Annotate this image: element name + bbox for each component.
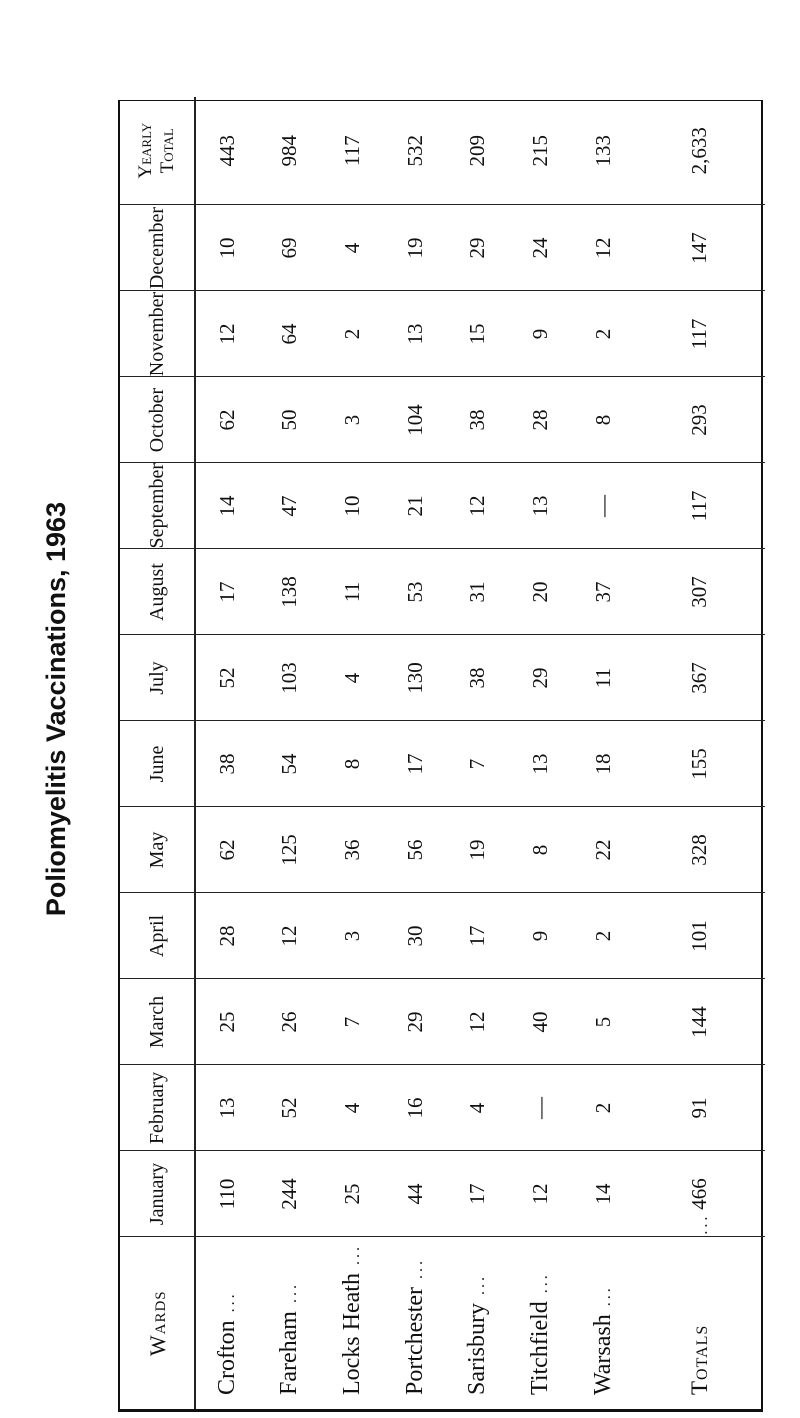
month-value-cell: 244 xyxy=(259,1151,322,1237)
month-value-cell: 52 xyxy=(195,635,259,721)
month-value-cell: 144 xyxy=(634,979,765,1065)
month-value-cell: 2 xyxy=(572,1065,635,1151)
month-value-cell: 2 xyxy=(321,291,384,377)
ward-name: Portchester xyxy=(401,1287,428,1395)
vaccinations-table-wrapper xyxy=(118,100,763,1412)
month-value-cell: 13 xyxy=(509,721,572,807)
ward-name-cell xyxy=(195,1237,259,1409)
month-value-cell: 25 xyxy=(195,979,259,1065)
month-value-cell: 62 xyxy=(195,807,259,893)
leader-dots: ... xyxy=(283,1282,301,1304)
month-value-cell: 26 xyxy=(259,979,322,1065)
month-value-cell: 37 xyxy=(572,549,635,635)
table-row xyxy=(195,97,259,1409)
ward-name-cell xyxy=(572,1237,635,1409)
yearly-total-cell: 443 xyxy=(214,135,239,167)
table-row xyxy=(447,97,510,1409)
month-value-cell: 12 xyxy=(195,291,259,377)
month-value-cell: 2 xyxy=(572,893,635,979)
totals-row xyxy=(634,97,765,1409)
yearly-total-cell: 133 xyxy=(590,135,615,167)
month-value-cell: — xyxy=(509,1065,572,1151)
leader-dots: ... xyxy=(596,1285,614,1307)
month-value-cell: 38 xyxy=(447,377,510,463)
yearly-total-cell: 2,633 xyxy=(687,127,712,175)
month-value-cell: 17 xyxy=(447,1151,510,1237)
month-value-cell: 22 xyxy=(572,807,635,893)
table-body xyxy=(195,97,765,1409)
month-value-cell: 104 xyxy=(384,377,447,463)
month-value-cell: 147 xyxy=(634,205,765,291)
month-value-cell: 155 xyxy=(634,721,765,807)
yearly-total-cell: 209 xyxy=(465,135,490,167)
table-row xyxy=(259,97,322,1409)
month-value-cell: 3 xyxy=(321,893,384,979)
month-value-cell: 13 xyxy=(384,291,447,377)
header-month: July xyxy=(120,635,195,721)
month-value-cell: 31 xyxy=(447,549,510,635)
leader-dots: ... xyxy=(408,1258,426,1280)
month-value-cell: 4 xyxy=(321,635,384,721)
leader-dots: ... xyxy=(693,1213,711,1235)
month-value-cell: 12 xyxy=(572,205,635,291)
header-month: August xyxy=(120,549,195,635)
month-value-cell: 4 xyxy=(321,205,384,291)
ward-name: Crofton xyxy=(213,1320,240,1395)
header-month: September xyxy=(120,463,195,549)
month-value-cell: 21 xyxy=(384,463,447,549)
header-month: June xyxy=(120,721,195,807)
totals-label: Totals xyxy=(686,1324,712,1395)
month-value-cell: 17 xyxy=(195,549,259,635)
ward-name: Titchfield xyxy=(526,1301,553,1395)
month-value-cell: 13 xyxy=(195,1065,259,1151)
ward-name: Locks Heath xyxy=(339,1273,366,1395)
month-value-cell: 29 xyxy=(509,635,572,721)
month-value-cell: 12 xyxy=(447,979,510,1065)
leader-dots: ... xyxy=(346,1244,364,1266)
month-value-cell: 117 xyxy=(634,291,765,377)
month-value-cell: 12 xyxy=(447,463,510,549)
table-row xyxy=(509,97,572,1409)
totals-label-cell xyxy=(634,1213,765,1409)
month-value-cell: 5 xyxy=(572,979,635,1065)
header-month: April xyxy=(120,893,195,979)
month-value-cell: 30 xyxy=(384,893,447,979)
month-value-cell: 28 xyxy=(509,377,572,463)
header-month: January xyxy=(120,1151,195,1237)
header-month: March xyxy=(120,979,195,1065)
month-value-cell: 54 xyxy=(259,721,322,807)
month-value-cell: 25 xyxy=(321,1151,384,1237)
header-yearly-total-line2: Total xyxy=(157,128,178,174)
month-value-cell: 17 xyxy=(447,893,510,979)
month-value-cell: 125 xyxy=(259,807,322,893)
yearly-total-cell: 532 xyxy=(402,135,427,167)
month-value-cell: 7 xyxy=(447,721,510,807)
month-value-cell: 29 xyxy=(384,979,447,1065)
month-value-cell: 19 xyxy=(384,205,447,291)
yearly-total-cell: 117 xyxy=(340,135,365,167)
leader-dots: ... xyxy=(533,1272,551,1294)
month-value-cell: 44 xyxy=(384,1151,447,1237)
month-value-cell: 130 xyxy=(384,635,447,721)
header-month: October xyxy=(120,377,195,463)
table-row xyxy=(572,97,635,1409)
month-value-cell: — xyxy=(572,463,635,549)
month-value-cell: 138 xyxy=(259,549,322,635)
month-value-cell: 367 xyxy=(634,635,765,721)
page-title: Poliomyelitis Vaccinations, 1963 xyxy=(41,501,71,917)
month-value-cell: 101 xyxy=(634,893,765,979)
table-row xyxy=(321,97,384,1409)
month-value-cell: 10 xyxy=(321,463,384,549)
header-yearly-total xyxy=(120,97,195,205)
month-value-cell: 14 xyxy=(572,1151,635,1237)
month-value-cell: 56 xyxy=(384,807,447,893)
ward-name-cell xyxy=(321,1237,384,1409)
month-value-cell: 69 xyxy=(259,205,322,291)
header-month: February xyxy=(120,1065,195,1151)
header-month: December xyxy=(120,205,195,291)
month-value-cell: 91 xyxy=(634,1065,765,1151)
month-value-cell: 466 xyxy=(634,1151,765,1237)
month-value-cell: 50 xyxy=(259,377,322,463)
month-value-cell: 64 xyxy=(259,291,322,377)
month-value-cell: 8 xyxy=(572,377,635,463)
vaccinations-table xyxy=(120,97,765,1409)
month-value-cell: 38 xyxy=(195,721,259,807)
month-value-cell: 3 xyxy=(321,377,384,463)
month-value-cell: 307 xyxy=(634,549,765,635)
yearly-total-cell: 984 xyxy=(277,135,302,167)
month-value-cell: 52 xyxy=(259,1065,322,1151)
header-yearly-total-line1: Yearly xyxy=(135,122,156,179)
month-value-cell: 8 xyxy=(321,721,384,807)
month-value-cell: 103 xyxy=(259,635,322,721)
month-value-cell: 19 xyxy=(447,807,510,893)
month-value-cell: 328 xyxy=(634,807,765,893)
month-value-cell: 17 xyxy=(384,721,447,807)
header-month: November xyxy=(120,291,195,377)
month-value-cell: 62 xyxy=(195,377,259,463)
month-value-cell: 53 xyxy=(384,549,447,635)
month-value-cell: 7 xyxy=(321,979,384,1065)
month-value-cell: 24 xyxy=(509,205,572,291)
header-row xyxy=(120,97,195,1409)
table-row xyxy=(384,97,447,1409)
month-value-cell: 9 xyxy=(509,893,572,979)
month-value-cell: 4 xyxy=(447,1065,510,1151)
header-month: May xyxy=(120,807,195,893)
month-value-cell: 11 xyxy=(321,549,384,635)
month-value-cell: 36 xyxy=(321,807,384,893)
month-value-cell: 293 xyxy=(634,377,765,463)
month-value-cell: 15 xyxy=(447,291,510,377)
month-value-cell: 11 xyxy=(572,635,635,721)
month-value-cell: 28 xyxy=(195,893,259,979)
month-value-cell: 16 xyxy=(384,1065,447,1151)
leader-dots: ... xyxy=(471,1274,489,1295)
month-value-cell: 9 xyxy=(509,291,572,377)
ward-name-cell xyxy=(509,1237,572,1409)
month-value-cell: 12 xyxy=(509,1151,572,1237)
month-value-cell: 18 xyxy=(572,721,635,807)
month-value-cell: 4 xyxy=(321,1065,384,1151)
month-value-cell: 110 xyxy=(195,1151,259,1237)
ward-name: Warsash xyxy=(589,1314,616,1395)
header-wards: Wards xyxy=(120,1237,195,1409)
yearly-total-cell: 215 xyxy=(527,135,552,167)
month-value-cell: 2 xyxy=(572,291,635,377)
ward-name-cell xyxy=(259,1237,322,1409)
month-value-cell: 117 xyxy=(634,463,765,549)
month-value-cell: 14 xyxy=(195,463,259,549)
month-value-cell: 29 xyxy=(447,205,510,291)
month-value-cell: 13 xyxy=(509,463,572,549)
ward-name-cell xyxy=(447,1237,510,1409)
month-value-cell: 8 xyxy=(509,807,572,893)
month-value-cell: 20 xyxy=(509,549,572,635)
month-value-cell: 38 xyxy=(447,635,510,721)
month-value-cell: 10 xyxy=(195,205,259,291)
ward-name-cell xyxy=(384,1237,447,1409)
month-value-cell: 47 xyxy=(259,463,322,549)
ward-name: Fareham xyxy=(276,1311,303,1395)
month-value-cell: 12 xyxy=(259,893,322,979)
ward-name: Sarisbury xyxy=(464,1303,491,1395)
leader-dots: ... xyxy=(220,1291,238,1313)
month-value-cell: 40 xyxy=(509,979,572,1065)
